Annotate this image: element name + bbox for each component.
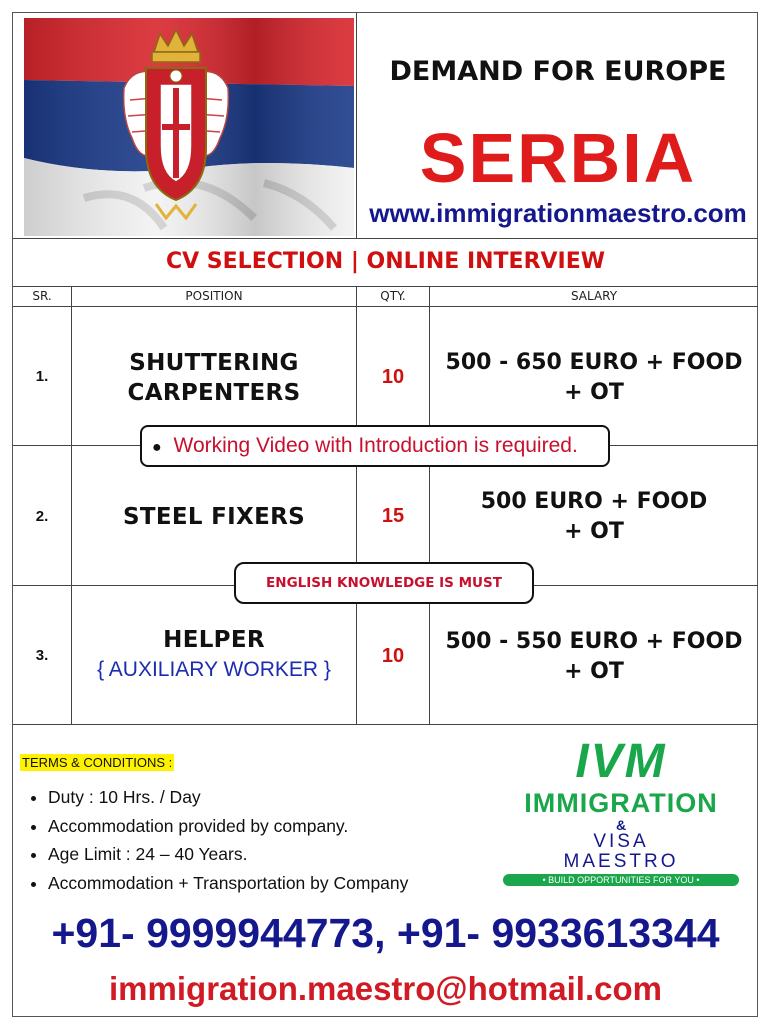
logo-line3: MAESTRO [563,851,679,872]
row1-qty: 10 [381,366,405,388]
row3-position-line1: HELPER [163,627,265,653]
country-title: SERBIA [419,119,697,197]
row3-position-line2: { AUXILIARY WORKER } [97,658,331,681]
term-accommodation: • Accommodation provided by company. [48,812,408,841]
column-header-salary: SALARY [570,289,618,303]
row1-salary [430,348,758,408]
bullet-icon: ● [152,439,162,456]
row1-salary-line1: 500 - 650 EURO + FOOD [445,350,743,375]
row3-salary-line1: 500 - 550 EURO + FOOD [445,629,743,654]
logo-tagline: • BUILD OPPORTUNITIES FOR YOU • [503,874,739,886]
column-header-qty: QTY. [380,289,406,303]
video-requirement-text: Working Video with Introduction is required. [173,434,578,457]
english-requirement-note: ENGLISH KNOWLEDGE IS MUST [234,562,534,604]
term-age-limit: • Age Limit : 24 – 40 Years. [48,840,408,869]
row3-salary-line2: + OT [564,659,624,684]
term-duty: • Duty : 10 Hrs. / Day [48,783,408,812]
row2-sr: 2. [35,508,49,525]
demand-title: DEMAND FOR EUROPE [389,56,727,87]
email-address[interactable]: immigration.maestro@hotmail.com [109,970,662,1007]
website-link[interactable]: www.immigrationmaestro.com [369,198,747,228]
ivm-logo [498,736,744,886]
terms-list [28,783,408,897]
logo-amp: & [615,817,627,833]
row2-salary [430,487,758,547]
row1-position [72,348,356,408]
term-transportation: • Accommodation + Transportation by Company [48,869,408,898]
row2-qty: 15 [381,505,405,527]
row1-sr: 1. [35,368,49,385]
video-requirement-note [140,425,610,467]
row1-salary-line2: + OT [564,380,624,405]
row3-qty: 10 [381,645,405,667]
terms-title: TERMS & CONDITIONS : [22,755,173,770]
row3-position [72,625,356,685]
logo-initials: IVM [575,735,667,788]
row3-sr: 3. [35,647,49,664]
cv-selection-heading: CV SELECTION | ONLINE INTERVIEW [165,249,606,274]
row2-salary-line1: 500 EURO + FOOD [480,489,708,514]
column-header-position: POSITION [185,289,243,303]
phone-numbers[interactable]: +91- 9999944773, +91- 9933613344 [51,910,720,956]
row3-salary [430,627,758,687]
row1-position-line1: SHUTTERING [129,350,299,376]
row2-salary-line2: + OT [564,519,624,544]
logo-line2: VISA [593,831,649,852]
row2-position: STEEL FIXERS [123,504,305,530]
logo-line1: IMMIGRATION [524,788,718,818]
row1-position-line2: CARPENTERS [127,380,301,406]
serbia-flag [24,18,354,236]
column-header-sr: SR. [32,289,52,303]
